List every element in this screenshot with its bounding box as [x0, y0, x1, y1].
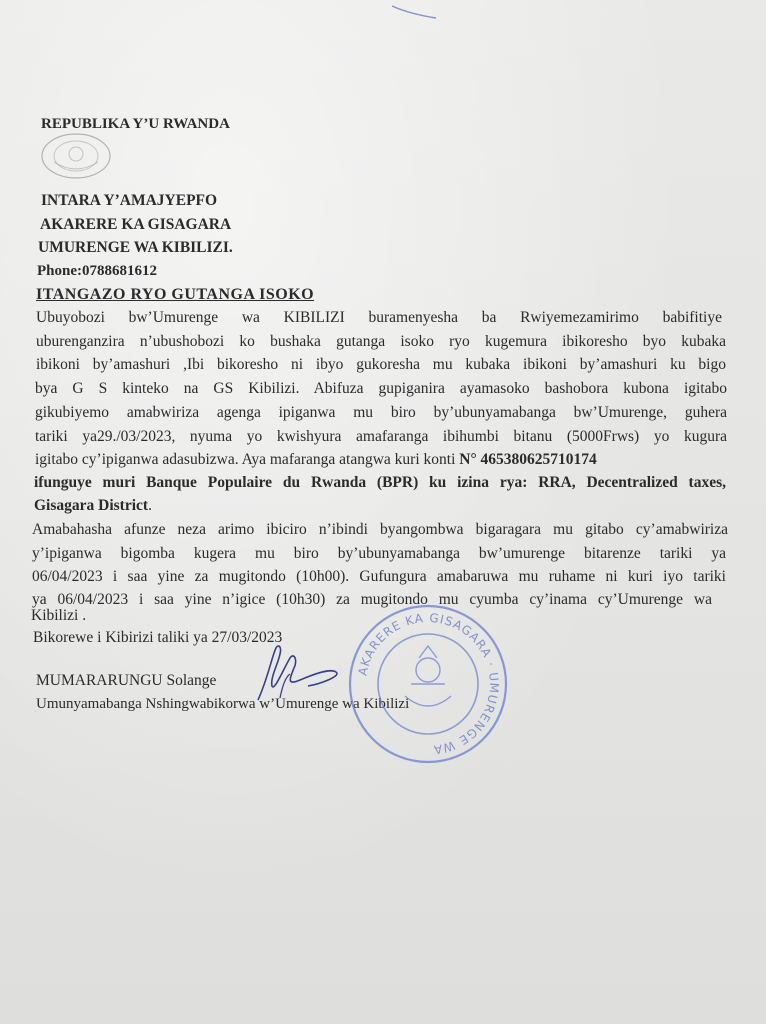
- signatory-role: Umunyamabanga Nshingwabikorwa w’Umurenge wa Kibilizi: [36, 696, 410, 712]
- signatory-name: MUMARARUNGU Solange: [36, 672, 217, 689]
- notice-title: ITANGAZO RYO GUTANGA ISOKO: [36, 286, 315, 303]
- account-number: N° 465380625710174: [459, 451, 597, 468]
- notice-p1-line-7-text: igitabo cy’ipiganwa adasubizwa. Aya mafaranga atangwa kuri konti: [35, 451, 460, 468]
- notice-p2-line-4: ya 06/04/2023 i saa yine n’igice (10h30) za mugitondo mu cyumba cy’inama cy’Umurenge wa: [32, 591, 712, 608]
- place-date: Bikorewe i Kibirizi taliki ya 27/03/2023: [33, 629, 283, 646]
- notice-p1-line-4: bya G S kinteko na GS Kibilizi. Abifuza gupiganira ayamasoko bashobora kubona igitabo: [35, 380, 727, 397]
- notice-p1-line-1: Ubuyobozi bw’Umurenge wa KIBILIZI buramenyesha ba Rwiyemezamirimo babifitiye: [36, 309, 722, 326]
- bank-line-2-text: Gisagara District: [34, 497, 149, 514]
- header-sector: UMURENGE WA KIBILIZI.: [38, 239, 233, 256]
- header-province: INTARA Y’AMAJYEPFO: [41, 192, 218, 209]
- notice-p1-line-3: ibikoni by’amashuri ,Ibi bikoresho ni ibyo gukoresha mu kubaka ibikoni by’amashuri ku bigo: [36, 356, 726, 373]
- signature-icon: [250, 638, 360, 708]
- coat-of-arms-icon: [40, 132, 112, 180]
- header-district: AKARERE KA GISAGARA: [40, 216, 232, 233]
- notice-p1-line-6: tariki ya29./03/2023, nyuma yo kwishyura amafaranga ibihumbi bitanu (5000Frws) yo kugura: [35, 428, 727, 445]
- svg-text:AKARERE KA GISAGARA · UMURENGE: AKARERE KA GISAGARA · UMURENGE WA: [355, 610, 502, 757]
- notice-p2-line-3: 06/04/2023 i saa yine za mugitondo (10h00). Gufungura amabaruwa mu ruhame ni kuri iyo tariki: [32, 568, 726, 585]
- notice-p1-line-7: [35, 450, 597, 470]
- notice-p1-line-5: gikubiyemo amabwiriza agenga ipiganwa mu biro by’ubunyamabanga bw’Umurenge, guhera: [35, 404, 727, 421]
- bank-line-2-end: .: [148, 497, 152, 514]
- notice-p1-line-2: uburenganzira n’ubushobozi ko bushaka gutanga isoko ryo kugemura ibikoresho byo kubaka: [36, 333, 726, 350]
- notice-p2-line-1: Amabahasha afunze neza arimo ibiciro n’ibindi byangombwa bigaragara mu gitabo cy’amabwiriza: [32, 521, 728, 538]
- notice-p2-line-2: y’ipiganwa bigomba kugera mu biro by’ubunyamabanga bw’umurenge bitarenze tariki ya: [32, 545, 726, 562]
- bank-line: ifunguye muri Banque Populaire du Rwanda (BPR) ku izina rya: RRA, Decentralized taxes,: [34, 474, 726, 491]
- notice-p2-line-5: Kibilizi .: [31, 607, 87, 624]
- bank-line-2: [34, 496, 152, 516]
- header-phone: Phone:0788681612: [37, 263, 157, 279]
- header-republic: REPUBLIKA Y’U RWANDA: [41, 116, 230, 132]
- official-stamp-icon: [345, 600, 511, 768]
- pen-mark: [390, 0, 450, 24]
